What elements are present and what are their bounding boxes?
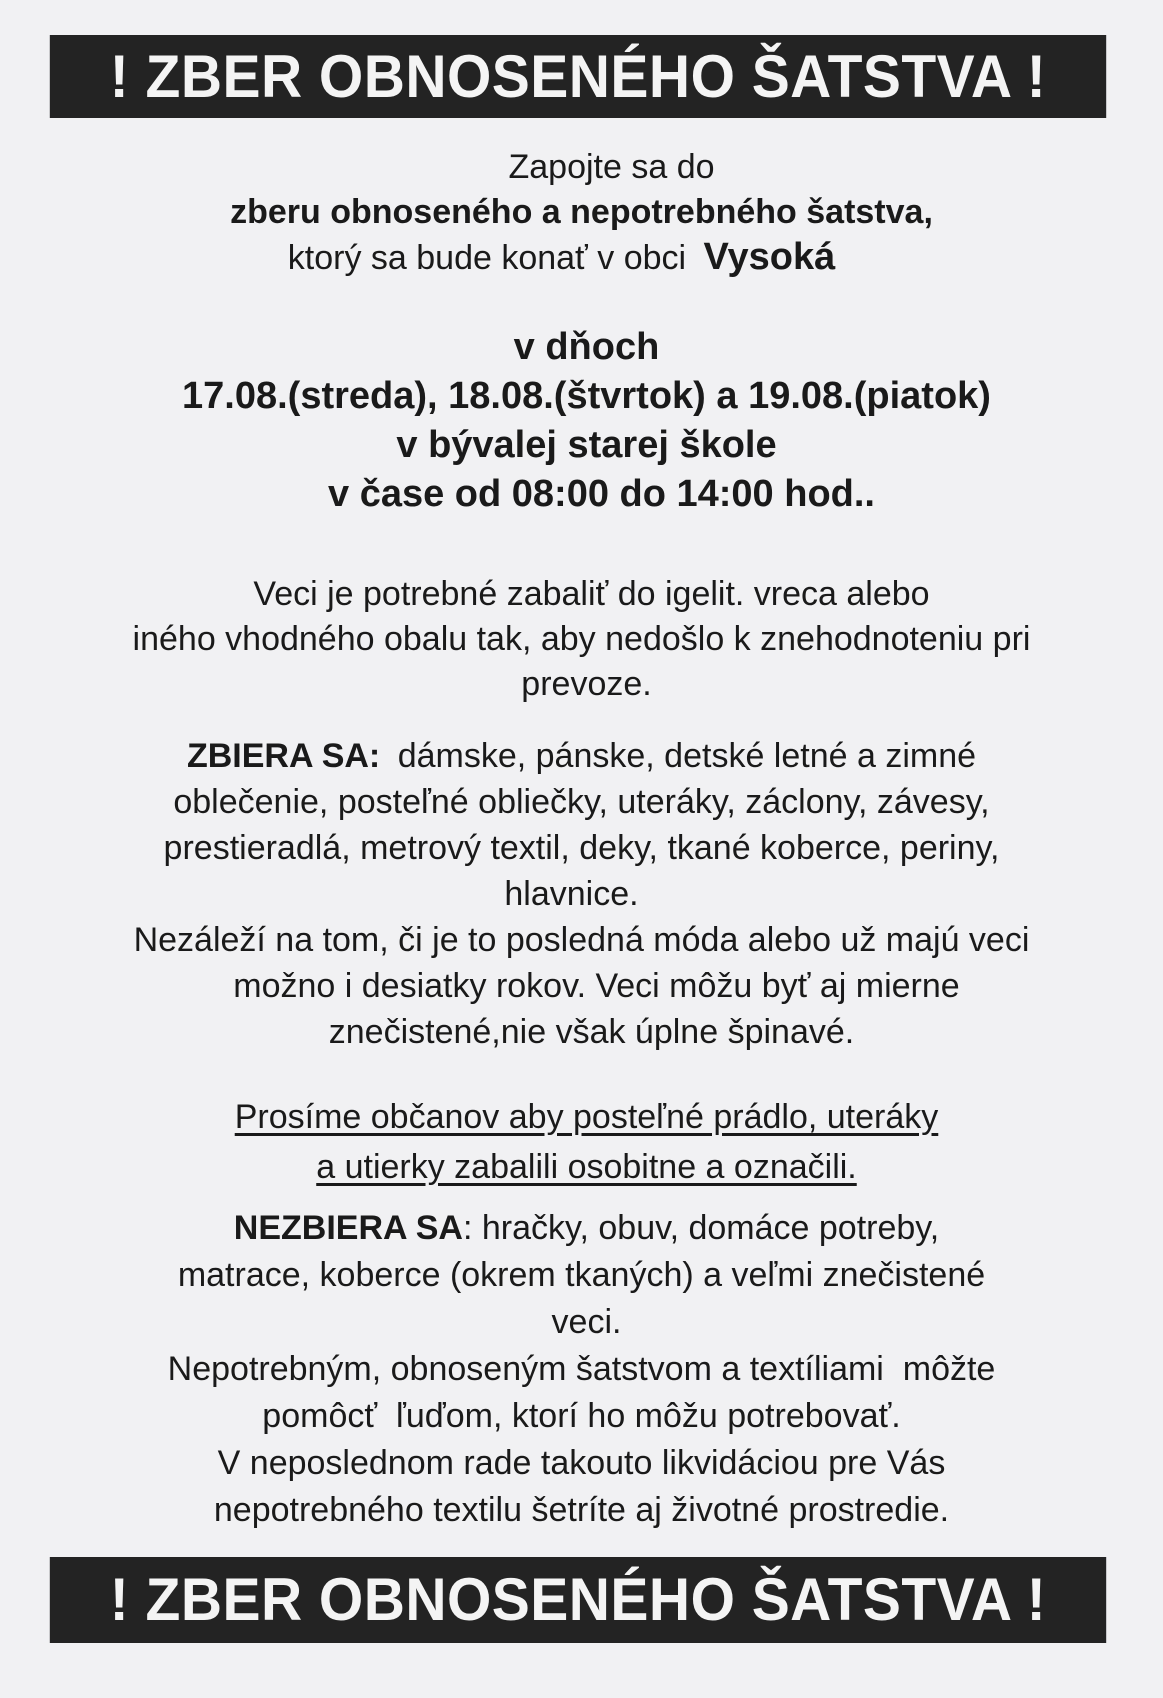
schedule-line: v dňoch <box>513 326 660 368</box>
not-collected-line: nepotrebného textilu šetríte aj životné prostredie. <box>213 1491 950 1529</box>
collected-line: Nezáleží na tom, či je to posledná móda alebo už majú veci <box>133 921 1030 959</box>
bottom-banner: ! ZBER OBNOSENÉHO ŠATSTVA ! <box>50 1557 1106 1643</box>
collected-line: prestieradlá, metrový textil, deky, tkané koberce, periny, <box>163 829 1000 867</box>
not-collected-line <box>20 1205 1143 1252</box>
collected-line: znečistené,nie však úplne špinavé. <box>328 1013 855 1051</box>
not-collected-line: pomôcť ľuďom, ktorí ho môžu potrebovať. <box>262 1397 901 1435</box>
not-collected-line: Nepotrebným, obnoseným šatstvom a textíliami môžte <box>167 1350 996 1388</box>
request-line: a utierky zabalili osobitne a označili. <box>316 1148 857 1186</box>
packing-section <box>20 572 1143 707</box>
intro-line-bold: zberu obnoseného a nepotrebného šatstva, <box>230 193 933 231</box>
not-collected-line: matrace, koberce (okrem tkaných) a veľmi znečistené <box>177 1256 986 1294</box>
collected-text: dámske, pánske, detské letné a zimné <box>397 737 977 775</box>
collected-line <box>20 733 1143 779</box>
request-line: Prosíme občanov aby posteľné prádlo, uteráky <box>234 1098 939 1136</box>
not-collected-label: NEZBIERA SA <box>233 1209 463 1247</box>
collected-line: možno i desiatky rokov. Veci môžu byť aj mierne <box>233 967 960 1005</box>
schedule-location: v bývalej starej škole <box>396 424 777 466</box>
collected-line: hlavnice. <box>504 875 639 913</box>
packing-line: Veci je potrebné zabaliť do igelit. vreca alebo <box>253 575 930 613</box>
not-collected-text: : hračky, obuv, domáce potreby, <box>462 1209 940 1247</box>
intro-line: Zapojte sa do <box>508 148 715 186</box>
village-name: Vysoká <box>703 236 836 278</box>
not-collected-line: V neposlednom rade takouto likvidáciou pre Vás <box>217 1444 946 1482</box>
not-collected-line: veci. <box>551 1303 622 1341</box>
packing-line: iného vhodného obalu tak, aby nedošlo k znehodnoteniu pri <box>132 620 1031 658</box>
packing-line: prevoze. <box>521 665 652 703</box>
schedule-section <box>20 323 1143 519</box>
intro-section <box>20 145 1143 281</box>
schedule-dates: 17.08.(streda), 18.08.(štvrtok) a 19.08.(piatok) <box>182 375 991 417</box>
request-section <box>20 1092 1143 1192</box>
top-banner: ! ZBER OBNOSENÉHO ŠATSTVA ! <box>50 35 1106 118</box>
intro-line <box>20 235 1143 281</box>
intro-line-text: ktorý sa bude konať v obci <box>287 239 687 277</box>
collected-section <box>20 733 1143 1055</box>
schedule-time: v čase od 08:00 do 14:00 hod.. <box>328 473 875 515</box>
collected-label: ZBIERA SA: <box>186 737 381 775</box>
collected-line: oblečenie, posteľné obliečky, uteráky, záclony, závesy, <box>173 783 990 821</box>
not-collected-section <box>20 1205 1143 1534</box>
